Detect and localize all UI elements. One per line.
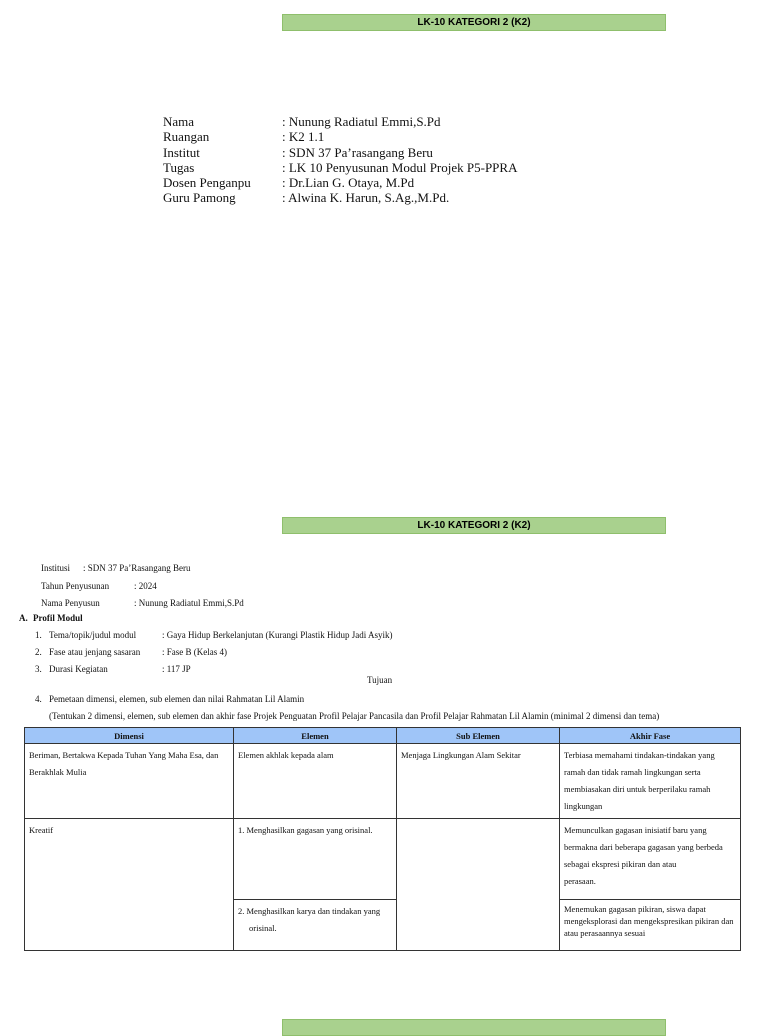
identity-label: Dosen Penganpu (163, 175, 251, 191)
item-number: 4. (35, 694, 42, 704)
page-banner-next (282, 1019, 666, 1036)
identity-value: : Nunung Radiatul Emmi,S.Pd (282, 114, 441, 129)
list-item (35, 694, 304, 704)
meta-value: : 2024 (134, 580, 157, 591)
instruction-note: (Tentukan 2 dimensi, elemen, sub elemen dan akhir fase Projek Penguatan Profil Pelajar Pancasila dan Profil Pelajar Rahmatan Lil Alamin (minimal 2 dimensi dan tema) (49, 711, 660, 721)
cell-elemen: Elemen akhlak kepada alam (234, 744, 397, 819)
item-number: 1. (35, 630, 42, 640)
item-label: Pemetaan dimensi, elemen, sub elemen dan nilai Rahmatan Lil Alamin (49, 694, 305, 704)
cell-akhir-fase: Menemukan gagasan pikiran, siswa dapat mengeksplorasi dan mengekspresikan pikiran dan atau perasaannya sesuai (560, 900, 741, 951)
item-value: : 117 JP (162, 664, 191, 674)
item-label: Fase atau jenjang sasaran (49, 647, 141, 657)
page-banner: LK-10 KATEGORI 2 (K2) (282, 517, 666, 534)
header-elemen: Elemen (234, 728, 397, 744)
item-number: 2. (35, 647, 42, 657)
akhir-fase-text: Memunculkan gagasan inisiatif baru yang bermakna dari beberapa gagasan yang berbeda sebagai ekspresi pikiran dan atau (564, 825, 723, 869)
header-sub-elemen: Sub Elemen (397, 728, 560, 744)
item-value: : Fase B (Kelas 4) (162, 647, 227, 657)
identity-label: Ruangan (163, 129, 210, 145)
list-item (35, 664, 392, 681)
identity-block (163, 114, 517, 206)
header-dimensi: Dimensi (25, 728, 234, 744)
table-row (25, 819, 741, 900)
identity-value: : LK 10 Penyusunan Modul Projek P5-PPRA (282, 159, 518, 175)
section-heading-a (19, 613, 83, 623)
item-label: Tema/topik/judul modul (49, 630, 137, 640)
cell-dimensi: Kreatif (25, 819, 234, 951)
tujuan-label: Tujuan (367, 675, 393, 685)
akhir-fase-text: perasaan. (564, 876, 596, 886)
cell-akhir-fase (560, 819, 741, 900)
item-value: : Gaya Hidup Berkelanjutan (Kurangi Plastik Hidup Jadi Asyik) (162, 630, 393, 640)
identity-row-dosen (163, 175, 517, 190)
cell-akhir-fase: Terbiasa memahami tindakan-tindakan yang ramah dan tidak ramah lingkungan serta membiasakan diri untuk berperilaku ramah lingkungan (560, 744, 741, 819)
table-row (25, 744, 741, 819)
mapping-table (24, 727, 741, 951)
section-title: Profil Modul (33, 613, 83, 623)
meta-row-institusi (41, 563, 244, 581)
identity-row-guru (163, 190, 517, 205)
cell-elemen: 1. Menghasilkan gagasan yang orisinal. (234, 819, 397, 900)
identity-value: : Dr.Lian G. Otaya, M.Pd (282, 175, 415, 191)
identity-label: Guru Pamong (163, 190, 236, 206)
identity-label: Tugas (163, 159, 195, 175)
identity-label: Nama (163, 114, 195, 129)
cell-sub-elemen-empty (397, 819, 560, 951)
cell-dimensi: Beriman, Bertakwa Kepada Tuhan Yang Maha Esa, dan Berakhlak Mulia (25, 744, 234, 819)
table-header-row (25, 728, 741, 744)
identity-value: : SDN 37 Pa’rasangang Beru (282, 144, 433, 160)
meta-block (41, 563, 244, 616)
identity-label: Institut (163, 144, 200, 160)
cell-elemen: 2. Menghasilkan karya dan tindakan yang orisinal. (234, 900, 397, 951)
meta-label: Institusi (41, 563, 71, 573)
meta-label: Nama Penyusun (41, 598, 100, 608)
identity-row-nama (163, 114, 517, 129)
identity-value: : K2 1.1 (282, 129, 325, 145)
page-banner: LK-10 KATEGORI 2 (K2) (282, 14, 666, 31)
profile-items (35, 630, 392, 681)
meta-row-tahun (41, 581, 244, 599)
section-letter: A. (19, 613, 28, 623)
meta-value: : Nunung Radiatul Emmi,S.Pd (134, 598, 244, 608)
identity-row-institut (163, 145, 517, 160)
cell-sub-elemen: Menjaga Lingkungan Alam Sekitar (397, 744, 560, 819)
header-akhir-fase: Akhir Fase (560, 728, 741, 744)
identity-value: : Alwina K. Harun, S.Ag.,M.Pd. (282, 190, 450, 206)
meta-value: : SDN 37 Pa’Rasangang Beru (83, 563, 191, 573)
identity-row-ruangan (163, 129, 517, 144)
list-item (35, 647, 392, 664)
item-label: Durasi Kegiatan (49, 664, 108, 674)
meta-label: Tahun Penyusunan (41, 580, 110, 591)
identity-row-tugas (163, 160, 517, 175)
list-item (35, 630, 392, 647)
item-number: 3. (35, 664, 42, 674)
